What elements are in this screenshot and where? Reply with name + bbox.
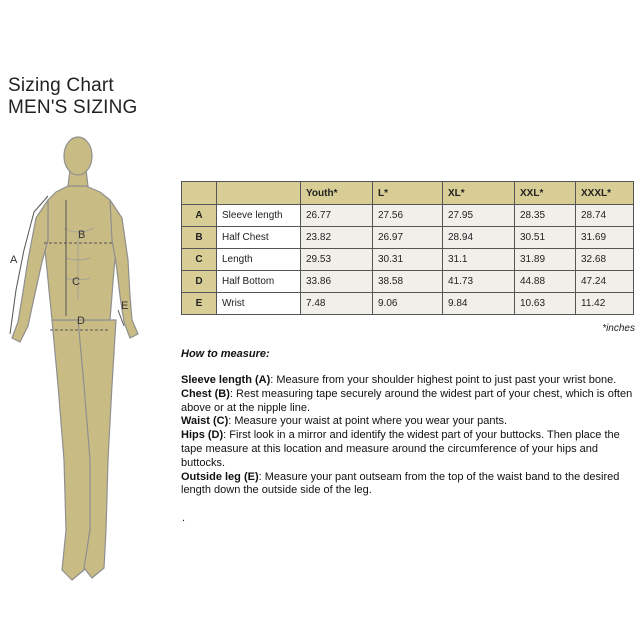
cell-value: 28.74 [576,205,634,227]
size-table [181,181,634,315]
col-header-part [217,182,301,205]
cell-value: 32.68 [576,249,634,271]
instruction-text: : Measure your pant outseam from the top of the waist band to the desired length down the outside side of the leg. [181,470,620,497]
body-figure [0,130,175,610]
row-code: D [182,271,217,293]
row-code: C [182,249,217,271]
instruction-text: : Rest measuring tape securely around the widest part of your chest, which is often above or at the nipple line. [181,387,633,414]
col-header-xxl: XXL* [515,182,576,205]
cell-value: 29.53 [301,249,373,271]
col-header-youth: Youth* [301,182,373,205]
instruction-label: Chest (B) [181,387,230,400]
instruction-item [181,388,636,416]
label-c: C [72,276,80,288]
col-header-code [182,182,217,205]
cell-value: 9.06 [373,293,443,315]
chart-subtitle: MEN'S SIZING [8,97,138,118]
instruction-label: Outside leg (E) [181,470,259,483]
cell-value: 33.86 [301,271,373,293]
trailing-mark: . [182,512,186,524]
label-a: A [10,254,18,266]
table-row [182,271,634,293]
instruction-label: Sleeve length (A) [181,374,271,386]
cell-value: 27.95 [443,205,515,227]
row-code: E [182,293,217,315]
table-header-row [182,182,634,205]
cell-value: 9.84 [443,293,515,315]
cell-value: 44.88 [515,271,576,293]
col-header-xl: XL* [443,182,515,205]
col-header-xxxl: XXXL* [576,182,634,205]
row-part: Sleeve length [217,205,301,227]
cell-value: 11.42 [576,293,634,315]
cell-value: 7.48 [301,293,373,315]
row-part: Length [217,249,301,271]
measurement-instructions [181,374,636,498]
chart-title: Sizing Chart [8,75,114,96]
col-header-l: L* [373,182,443,205]
instruction-label: Waist (C) [181,415,229,428]
units-note: *inches [602,323,635,334]
cell-value: 10.63 [515,293,576,315]
cell-value: 30.51 [515,227,576,249]
cell-value: 31.69 [576,227,634,249]
cell-value: 38.58 [373,271,443,293]
cell-value: 31.89 [515,249,576,271]
table-row [182,293,634,315]
row-part: Half Bottom [217,271,301,293]
cell-value: 47.24 [576,271,634,293]
instruction-item [181,471,636,499]
table-row [182,249,634,271]
cell-value: 28.94 [443,227,515,249]
instruction-text: : Measure your waist at point where you wear your pants. [228,415,508,428]
cell-value: 30.31 [373,249,443,271]
body-silhouette [12,137,138,580]
label-e: E [121,300,129,312]
table-row [182,227,634,249]
row-part: Half Chest [217,227,301,249]
cell-value: 26.97 [373,227,443,249]
instruction-item [181,429,636,470]
table-row [182,205,634,227]
instruction-label: Hips (D) [181,429,224,442]
cell-value: 28.35 [515,205,576,227]
row-code: A [182,205,217,227]
instruction-item [181,415,636,429]
instruction-text: : First look in a mirror and identify the widest part of your buttocks. Then place the tape measure at this location and measure around the circumference of your hips and buttocks. [181,429,620,469]
instruction-text: : Measure from your shoulder highest point to just past your wrist bone. [270,374,617,386]
cell-value: 27.56 [373,205,443,227]
cell-value: 26.77 [301,205,373,227]
cell-value: 23.82 [301,227,373,249]
label-b: B [78,229,86,241]
row-code: B [182,227,217,249]
cell-value: 41.73 [443,271,515,293]
instruction-item [181,374,636,388]
label-d: D [77,315,85,327]
how-to-heading: How to measure: [181,348,270,360]
cell-value: 31.1 [443,249,515,271]
row-part: Wrist [217,293,301,315]
